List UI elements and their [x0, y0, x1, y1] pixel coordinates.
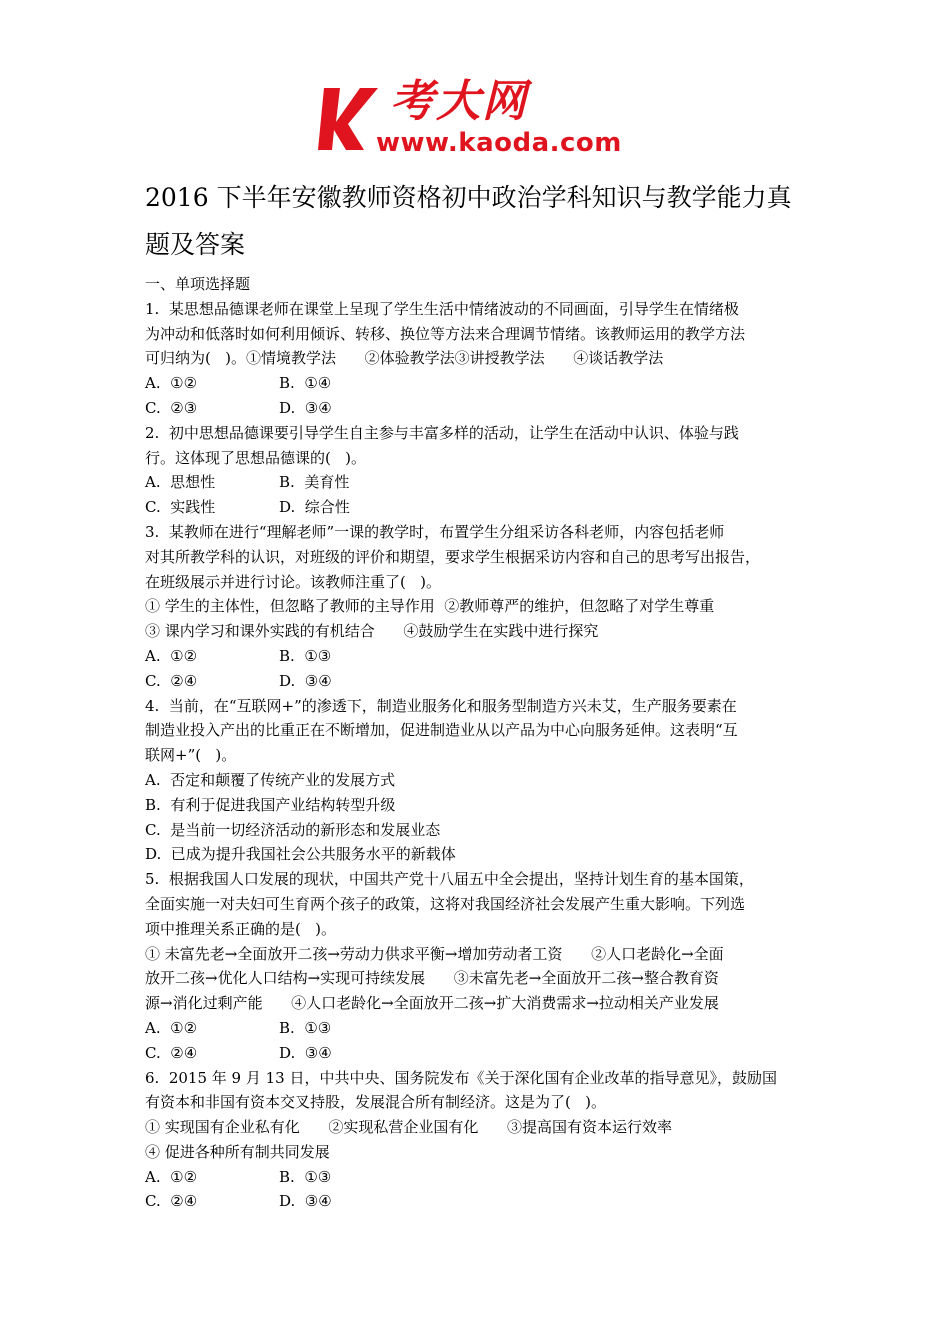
answer-option: A. ①② — [145, 1018, 198, 1037]
k-letter-logo-icon — [318, 82, 382, 154]
question-text-line: 项中推理关系正确的是( )。 — [145, 919, 337, 938]
question-5 — [145, 867, 825, 1065]
question-text-line: 可归纳为( )。①情境教学法 ②体验教学法③讲授教学法 ④谈话教学法 — [145, 349, 664, 368]
answer-options-row — [145, 1165, 825, 1190]
answer-options-row — [145, 396, 825, 421]
answer-option: A. ①② — [145, 374, 198, 393]
logo-url: www.kaoda.com — [376, 128, 622, 158]
question-text-line: ① 学生的主体性，但忽略了教师的主导作用 ②教师尊严的维护，但忽略了对学生尊重 — [145, 597, 715, 616]
question-text-line: 放开二孩→优化人口结构→实现可持续发展 ③未富先老→全面放开二孩→整合教育资 — [145, 969, 719, 988]
question-list — [145, 272, 825, 1214]
answer-option: D. 综合性 — [279, 498, 350, 517]
answer-option: C. ②③ — [145, 398, 198, 417]
question-text-line: 制造业投入产出的比重正在不断增加，促进制造业从以产品为中心向服务延伸。这表明“互 — [145, 721, 738, 740]
answer-options-row — [145, 1041, 825, 1066]
question-6 — [145, 1066, 825, 1215]
question-text-line: 5. 根据我国人口发展的现状，中国共产党十八届五中全会提出，坚持计划生育的基本国策， — [145, 870, 754, 889]
question-text-line: 对其所教学科的认识，对班级的评价和期望，要求学生根据采访内容和自己的思考写出报告， — [145, 547, 761, 566]
question-text-line: A. 否定和颠覆了传统产业的发展方式 — [145, 770, 396, 789]
question-text-line: B. 有利于促进我国产业结构转型升级 — [145, 795, 396, 814]
answer-option: A. ①② — [145, 646, 198, 665]
answer-option: A. 思想性 — [145, 473, 216, 492]
answer-options-row — [145, 371, 825, 396]
question-text-line: 在班级展示并进行讨论。该教师注重了( )。 — [145, 572, 442, 591]
question-text-line: 1. 某思想品德课老师在课堂上呈现了学生生活中情绪波动的不同画面，引导学生在情绪极 — [145, 299, 739, 318]
answer-option: C. ②④ — [145, 671, 198, 690]
question-4 — [145, 694, 825, 868]
question-text-line: ④ 促进各种所有制共同发展 — [145, 1142, 330, 1161]
answer-option: C. 实践性 — [145, 498, 216, 517]
answer-option: B. 美育性 — [279, 473, 350, 492]
question-text-line: 全面实施一对夫妇可生育两个孩子的政策，这将对我国经济社会发展产生重大影响。下列选 — [145, 894, 746, 913]
answer-option: A. ①② — [145, 1167, 198, 1186]
answer-option: B. ①③ — [279, 1018, 332, 1037]
answer-option: D. ③④ — [279, 398, 332, 417]
question-1 — [145, 297, 825, 421]
question-2 — [145, 421, 825, 520]
section-heading: 一、单项选择题 — [145, 275, 251, 293]
answer-option: D. ③④ — [279, 1192, 332, 1211]
question-text-line: 有资本和非国有资本交叉持股，发展混合所有制经济。这是为了( )。 — [145, 1093, 607, 1112]
question-text-line: 源→消化过剩产能 ④人口老龄化→全面放开二孩→扩大消费需求→拉动相关产业发展 — [145, 994, 719, 1013]
question-text-line: ① 未富先老→全面放开二孩→劳动力供求平衡→增加劳动者工资 ②人口老龄化→全面 — [145, 944, 724, 963]
answer-options-row — [145, 669, 825, 694]
question-text-line: ③ 课内学习和课外实践的有机结合 ④鼓励学生在实践中进行探究 — [145, 622, 599, 641]
question-text-line: 4. 当前，在“互联网+”的渗透下，制造业服务化和服务型制造方兴未艾，生产服务要素在 — [145, 696, 737, 715]
answer-options-row — [145, 495, 825, 520]
question-3 — [145, 520, 825, 694]
question-text-line: 行。这体现了思想品德课的( )。 — [145, 448, 367, 467]
kaoda-logo[interactable] — [318, 78, 638, 160]
document-title-line-2: 题及答案 — [145, 230, 246, 259]
logo-site-name: 考大网 — [390, 76, 528, 127]
answer-option: C. ②④ — [145, 1043, 198, 1062]
answer-options-row — [145, 1016, 825, 1041]
answer-options-row — [145, 644, 825, 669]
question-text-line: 3. 某教师在进行“理解老师”一课的教学时，布置学生分组采访各科老师，内容包括老师 — [145, 522, 725, 541]
question-text-line: 6. 2015 年 9 月 13 日，中共中央、国务院发布《关于深化国有企业改革的指导意见》，鼓励国 — [145, 1068, 777, 1087]
question-text-line: ① 实现国有企业私有化 ②实现私营企业国有化 ③提高国有资本运行效率 — [145, 1118, 672, 1137]
answer-option: D. ③④ — [279, 671, 332, 690]
question-text-line: 联网+”( )。 — [145, 746, 237, 765]
question-text-line: D. 已成为提升我国社会公共服务水平的新载体 — [145, 845, 456, 864]
answer-options-row — [145, 470, 825, 495]
answer-option: C. ②④ — [145, 1192, 198, 1211]
question-text-line: C. 是当前一切经济活动的新形态和发展业态 — [145, 820, 441, 839]
document-title-line-1: 2016 下半年安徽教师资格初中政治学科知识与教学能力真 — [145, 183, 792, 212]
answer-option: B. ①④ — [279, 374, 332, 393]
answer-option: D. ③④ — [279, 1043, 332, 1062]
answer-option: B. ①③ — [279, 1167, 332, 1186]
answer-options-row — [145, 1189, 825, 1214]
answer-option: B. ①③ — [279, 646, 332, 665]
question-text-line: 为冲动和低落时如何利用倾诉、转移、换位等方法来合理调节情绪。该教师运用的教学方法 — [145, 324, 746, 343]
question-text-line: 2. 初中思想品德课要引导学生自主参与丰富多样的活动，让学生在活动中认识、体验与践 — [145, 423, 739, 442]
